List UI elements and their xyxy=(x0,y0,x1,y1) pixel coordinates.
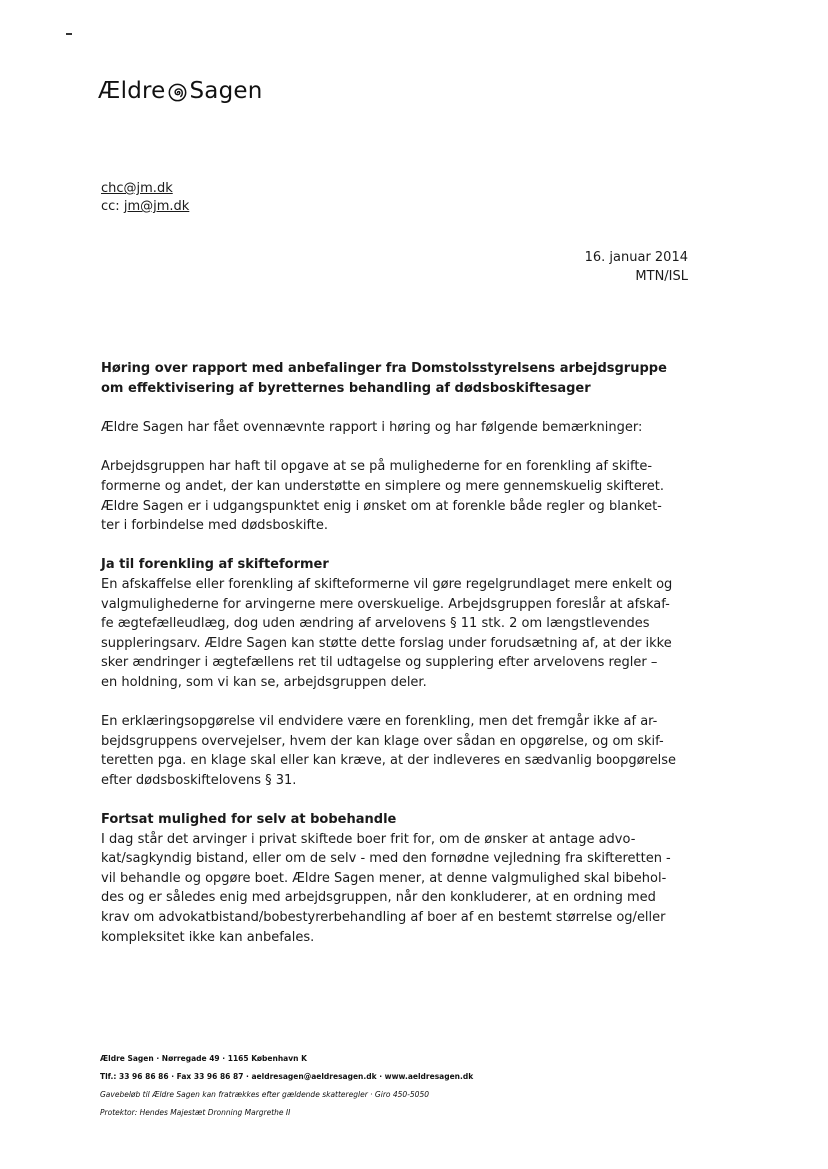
text-line: krav om advokatbistand/bobestyrerbehandling af boer af en bestemt størrelse og/eller xyxy=(101,910,666,926)
footer-contact: Tlf.: 33 96 86 86 · Fax 33 96 86 87 · aeldresagen@aeldresagen.dk · www.aeldresagen.dk xyxy=(100,1072,474,1081)
section-heading-bobehandling: Fortsat mulighed for selv at bobehandle xyxy=(101,812,397,828)
swirl-icon xyxy=(168,82,187,101)
text-line: efter dødsboskiftelovens § 31. xyxy=(101,772,297,788)
section-heading-skifteformer: Ja til forenkling af skifteformer xyxy=(101,557,329,573)
text-line: I dag står det arvinger i privat skiftede boer frit for, om de ønsker at antage advo- xyxy=(101,831,636,847)
cc-label: cc: xyxy=(101,199,120,214)
recipient-email-link[interactable]: chc@jm.dk xyxy=(101,181,173,196)
text-line: kat/sagkyndig bistand, eller om de selv - med den fornødne vejledning fra skifteretten - xyxy=(101,851,671,867)
footer-donation-note: Gavebeløb til Ældre Sagen kan fratrækkes efter gældende skatteregler · Giro 450-5050 xyxy=(100,1090,429,1099)
text-line: vil behandle og opgøre boet. Ældre Sagen mener, at denne valgmulighed skal bibehol- xyxy=(101,870,667,886)
paragraph-purpose xyxy=(101,457,693,535)
intro-paragraph xyxy=(101,418,693,438)
letter-heading xyxy=(101,359,693,398)
cc-email-link[interactable]: jm@jm.dk xyxy=(123,199,190,214)
aeldre-sagen-logo xyxy=(98,74,263,108)
heading-line: Høring over rapport med anbefalinger fra Domstolsstyrelsens arbejdsgruppe xyxy=(101,361,667,376)
paragraph-bobehandling xyxy=(101,830,693,948)
logo-text-part1: Ældre xyxy=(98,78,166,104)
text-line: des og er således enig med arbejdsgruppen, når den konkluderer, at en ordning med xyxy=(101,890,656,906)
logo-text-part2: Sagen xyxy=(189,78,263,104)
text-line: en holdning, som vi kan se, arbejdsgruppen deler. xyxy=(101,674,427,690)
heading-line: om effektivisering af byretternes behandling af dødsboskiftesager xyxy=(101,380,591,396)
text-line: sker ændringer i ægtefællens ret til udtagelse og supplering efter arvelovens regler – xyxy=(101,655,658,671)
text-line: En erklæringsopgørelse vil endvidere være en forenkling, men det fremgår ikke af ar- xyxy=(101,714,658,730)
date-block xyxy=(585,248,688,286)
paragraph-skifteformer xyxy=(101,575,693,693)
text-line: formerne og andet, der kan understøtte en simplere og mere gennemskuelig skifteret. xyxy=(101,478,664,494)
text-line: ter i forbindelse med dødsboskifte. xyxy=(101,518,329,534)
reference-code: MTN/ISL xyxy=(635,269,688,284)
letter-date: 16. januar 2014 xyxy=(584,250,688,265)
text-line: fe ægtefælleudlæg, dog uden ændring af arvelovens § 11 stk. 2 om længstlevendes xyxy=(101,616,650,632)
text-line: En afskaffelse eller forenkling af skifteformerne vil gøre regelgrundlaget mere enkelt og xyxy=(101,576,673,592)
text-line: bejdsgruppens overvejelser, hvem der kan klage over sådan en opgørelse, og om skif- xyxy=(101,733,664,749)
letterhead-footer xyxy=(100,1050,473,1122)
text-line: kompleksitet ikke kan anbefales. xyxy=(101,929,315,945)
footer-patron: Protektor: Hendes Majestæt Dronning Margrethe II xyxy=(100,1108,291,1117)
text-line: Arbejdsgruppen har haft til opgave at se på mulighederne for en forenkling af skifte- xyxy=(101,459,653,475)
letter-body xyxy=(101,359,693,967)
paragraph-erklaeringsopgoerelse xyxy=(101,712,693,790)
text-line: teretten pga. en klage skal eller kan kræve, at der indleveres en sædvanlig boopgørelse xyxy=(101,753,677,769)
text-line: suppleringsarv. Ældre Sagen kan støtte dette forslag under forudsætning af, at der ikke xyxy=(101,635,672,651)
text-line: Ældre Sagen er i udgangspunktet enig i ønsket om at forenkle både regler og blanket- xyxy=(101,498,662,514)
text-line: valgmulighederne for arvingerne mere overskuelige. Arbejdsgruppen foreslår at afskaf- xyxy=(101,596,670,612)
text-line: Ældre Sagen har fået ovennævnte rapport i høring og har følgende bemærkninger: xyxy=(101,420,643,436)
scan-speck xyxy=(66,33,72,35)
footer-address: Ældre Sagen · Nørregade 49 · 1165 København K xyxy=(100,1054,307,1063)
recipient-block xyxy=(101,180,189,216)
